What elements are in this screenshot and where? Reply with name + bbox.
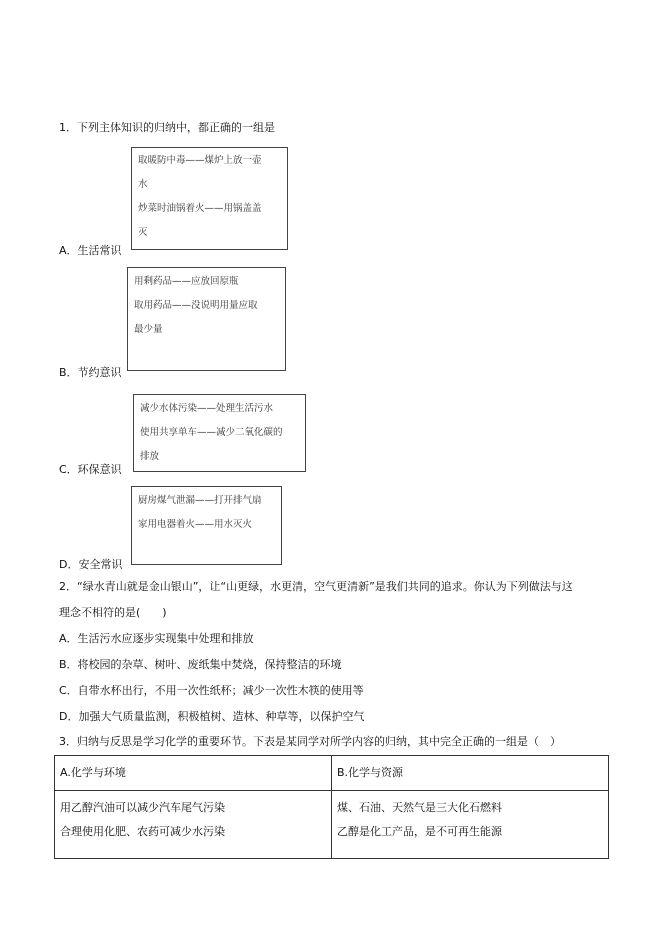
q2-stem-line-1: 2．“绿水青山就是金山银山”，让“山更绿，水更清，空气更清新”是我们共同的追求。你认为下列做法与这 — [59, 580, 573, 593]
q1-c-line-3: 排放 — [140, 451, 160, 462]
q1-a-line-2: 水 — [138, 179, 148, 190]
q1-option-d-box — [131, 486, 282, 565]
q3-cell-a-line-2: 合理使用化肥、农药可减少水污染 — [60, 825, 225, 838]
q3-header-b: B.化学与资源 — [332, 756, 609, 791]
q2-stem-line-2: 理念不相符的是( ) — [59, 606, 167, 619]
q1-option-a-box — [131, 147, 288, 250]
q1-option-b-label: B．节约意识 — [59, 366, 122, 379]
q1-option-a-label: A．生活常识 — [59, 244, 122, 257]
q2-option-a: A．生活污水应逐步实现集中处理和排放 — [59, 632, 254, 645]
q1-b-line-1: 用剩药品——应放回原瓶 — [134, 276, 239, 287]
q3-table-row — [55, 791, 609, 859]
q1-b-line-2: 取用药品——没说明用量应取 — [134, 300, 258, 311]
q3-cell-b — [332, 791, 609, 859]
q1-option-b-box — [127, 267, 286, 371]
q1-a-line-4: 灭 — [138, 227, 148, 238]
q3-cell-b-line-1: 煤、石油、天然气是三大化石燃料 — [337, 801, 502, 814]
q3-cell-a — [55, 791, 332, 859]
q3-table — [54, 755, 609, 859]
q2-option-d: D．加强大气质量监测，积极植树、造林、种草等，以保护空气 — [59, 710, 365, 723]
q1-stem: 1．下列主体知识的归纳中，都正确的一组是 — [59, 121, 275, 134]
q1-d-line-1: 厨房煤气泄漏——打开排气扇 — [138, 495, 262, 506]
q1-a-line-3: 炒菜时油锅着火——用锅盖盖 — [138, 203, 262, 214]
q3-cell-b-line-2: 乙醇是化工产品，是不可再生能源 — [337, 825, 502, 838]
q1-option-c-box — [133, 394, 306, 472]
q3-stem: 3．归纳与反思是学习化学的重要环节。下表是某同学对所学内容的归纳，其中完全正确的一组是（ ） — [59, 735, 561, 748]
q1-b-line-3: 最少量 — [134, 324, 163, 335]
q3-cell-a-line-1: 用乙醇汽油可以减少汽车尾气污染 — [60, 801, 225, 814]
q1-d-line-2: 家用电器着火——用水灭火 — [138, 519, 253, 530]
q2-option-b: B．将校园的杂草、树叶、废纸集中焚烧，保持整洁的环境 — [59, 658, 342, 671]
q1-a-line-1: 取暖防中毒——煤炉上放一壶 — [138, 155, 262, 166]
q1-option-c-label: C．环保意识 — [59, 463, 122, 476]
q1-option-d-label: D．安全常识 — [59, 558, 123, 571]
q1-c-line-2: 使用共享单车——减少二氧化碳的 — [140, 427, 283, 438]
q1-c-line-1: 减少水体污染——处理生活污水 — [140, 403, 274, 414]
q3-table-header-row — [55, 756, 609, 791]
q2-option-c: C．自带水杯出行，不用一次性纸杯；减少一次性木筷的使用等 — [59, 684, 364, 697]
q3-header-a: A.化学与环境 — [55, 756, 332, 791]
